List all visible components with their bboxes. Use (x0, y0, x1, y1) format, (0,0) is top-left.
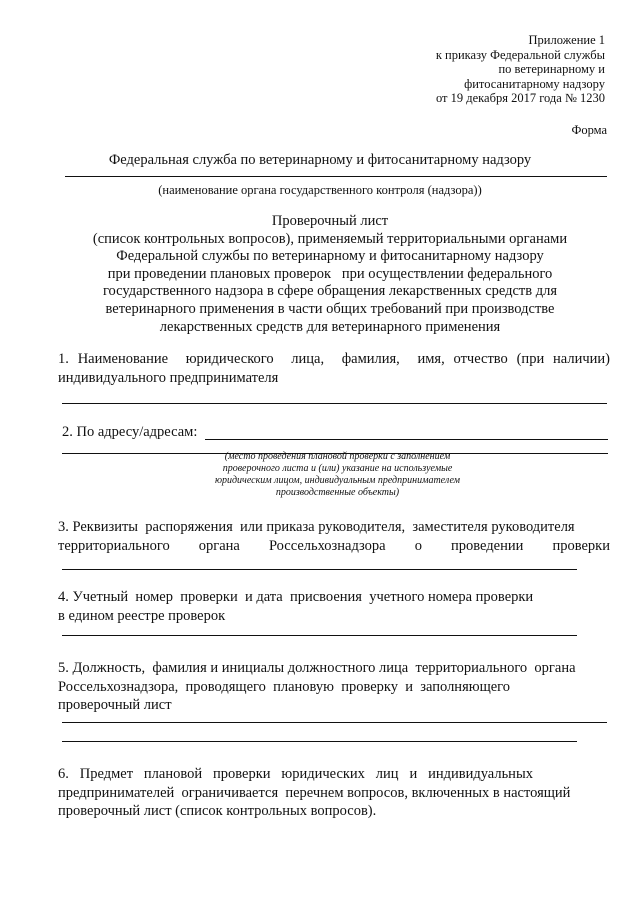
item-6 (58, 765, 610, 821)
appendix-header (385, 33, 605, 106)
title-line-5: государственного надзора в сфере обращения лекарственных средств для (102, 283, 558, 300)
title-line-1: Проверочный лист (271, 213, 389, 229)
item-6-line-1: 6. Предмет плановой проверки юридических лиц и индивидуальных (58, 766, 533, 782)
item-1-fill-line[interactable] (62, 403, 607, 404)
appendix-line-5: от 19 декабря 2017 года № 1230 (435, 91, 605, 105)
item-6-line-3: проверочный лист (список контрольных вопросов). (58, 803, 377, 819)
note-line-2: проверочного листа и (или) указание на используемые (222, 463, 453, 474)
item-3-fill-line[interactable] (62, 569, 577, 570)
title-line-6: ветеринарного применения в части общих требований при производстве (105, 300, 555, 317)
item-2-fill-line[interactable] (205, 439, 608, 440)
item-6-line-2: предпринимателей ограничивается перечнем вопросов, включенных в настоящий (58, 784, 571, 801)
agency-name: Федеральная служба по ветеринарному и фитосанитарному надзору (108, 152, 532, 168)
item-3-line-2 (58, 537, 610, 556)
title-line-2: (список контрольных вопросов), применяемый территориальными органами (92, 230, 568, 247)
item-3-word-6: проверки (552, 537, 610, 554)
title-line-3: Федеральной службы по ветеринарному и фитосанитарному надзору (116, 248, 544, 265)
item-5-line-2: Россельхознадзора, проводящего плановую проверку и заполняющего (58, 678, 511, 695)
item-3-word-1: территориального (58, 537, 170, 554)
item-1-line-1: 1. Наименование юридического лица, фамилия, имя, отчество (при наличии) (58, 351, 610, 367)
form-label: Форма (571, 123, 607, 137)
item-4-fill-line[interactable] (62, 635, 577, 636)
item-5-line-3: проверочный лист (58, 697, 172, 713)
appendix-line-4: фитосанитарному надзору (464, 76, 605, 91)
note-line-1: (место проведения плановой проверки с заполнением (224, 451, 451, 462)
note-line-4: производственные объекты) (275, 487, 400, 498)
item-4-line-1: 4. Учетный номер проверки и дата присвоения учетного номера проверки (58, 589, 534, 605)
item-3-word-4: о (414, 537, 422, 554)
title-line-4: при проведении плановых проверок при осуществлении федерального (107, 265, 553, 282)
item-2-label: 2. По адресу/адресам: (62, 424, 198, 440)
item-5 (58, 659, 610, 715)
appendix-line-3: по ветеринарному и (498, 62, 605, 76)
item-5-fill-line-2[interactable] (62, 741, 577, 742)
appendix-line-2: к приказу Федеральной службы (435, 47, 605, 62)
item-4 (58, 588, 610, 625)
note-line-3: юридическим лицом, индивидуальным предпринимателем (214, 475, 461, 486)
item-3-line-1: 3. Реквизиты распоряжения или приказа руководителя, заместителя руководителя (58, 519, 575, 535)
item-3-word-3: Россельхознадзора (268, 537, 386, 554)
checklist-title (60, 213, 600, 336)
item-3-word-5: проведении (451, 537, 524, 554)
item-3 (58, 518, 610, 555)
item-1-line-2: индивидуального предпринимателя (58, 369, 279, 386)
item-5-fill-line[interactable] (62, 722, 607, 723)
item-5-line-1: 5. Должность, фамилия и инициалы должностного лица территориального органа (58, 660, 576, 676)
item-2-note (195, 451, 480, 499)
agency-sublabel: (наименование органа государственного контроля (надзора)) (158, 183, 482, 197)
item-1 (58, 350, 610, 387)
appendix-line-1: Приложение 1 (528, 33, 605, 47)
item-4-line-2: в едином реестре проверок (58, 607, 226, 624)
agency-underline (65, 176, 607, 177)
item-3-word-2: органа (198, 537, 240, 554)
title-line-7: лекарственных средств для ветеринарного применения (159, 318, 501, 335)
